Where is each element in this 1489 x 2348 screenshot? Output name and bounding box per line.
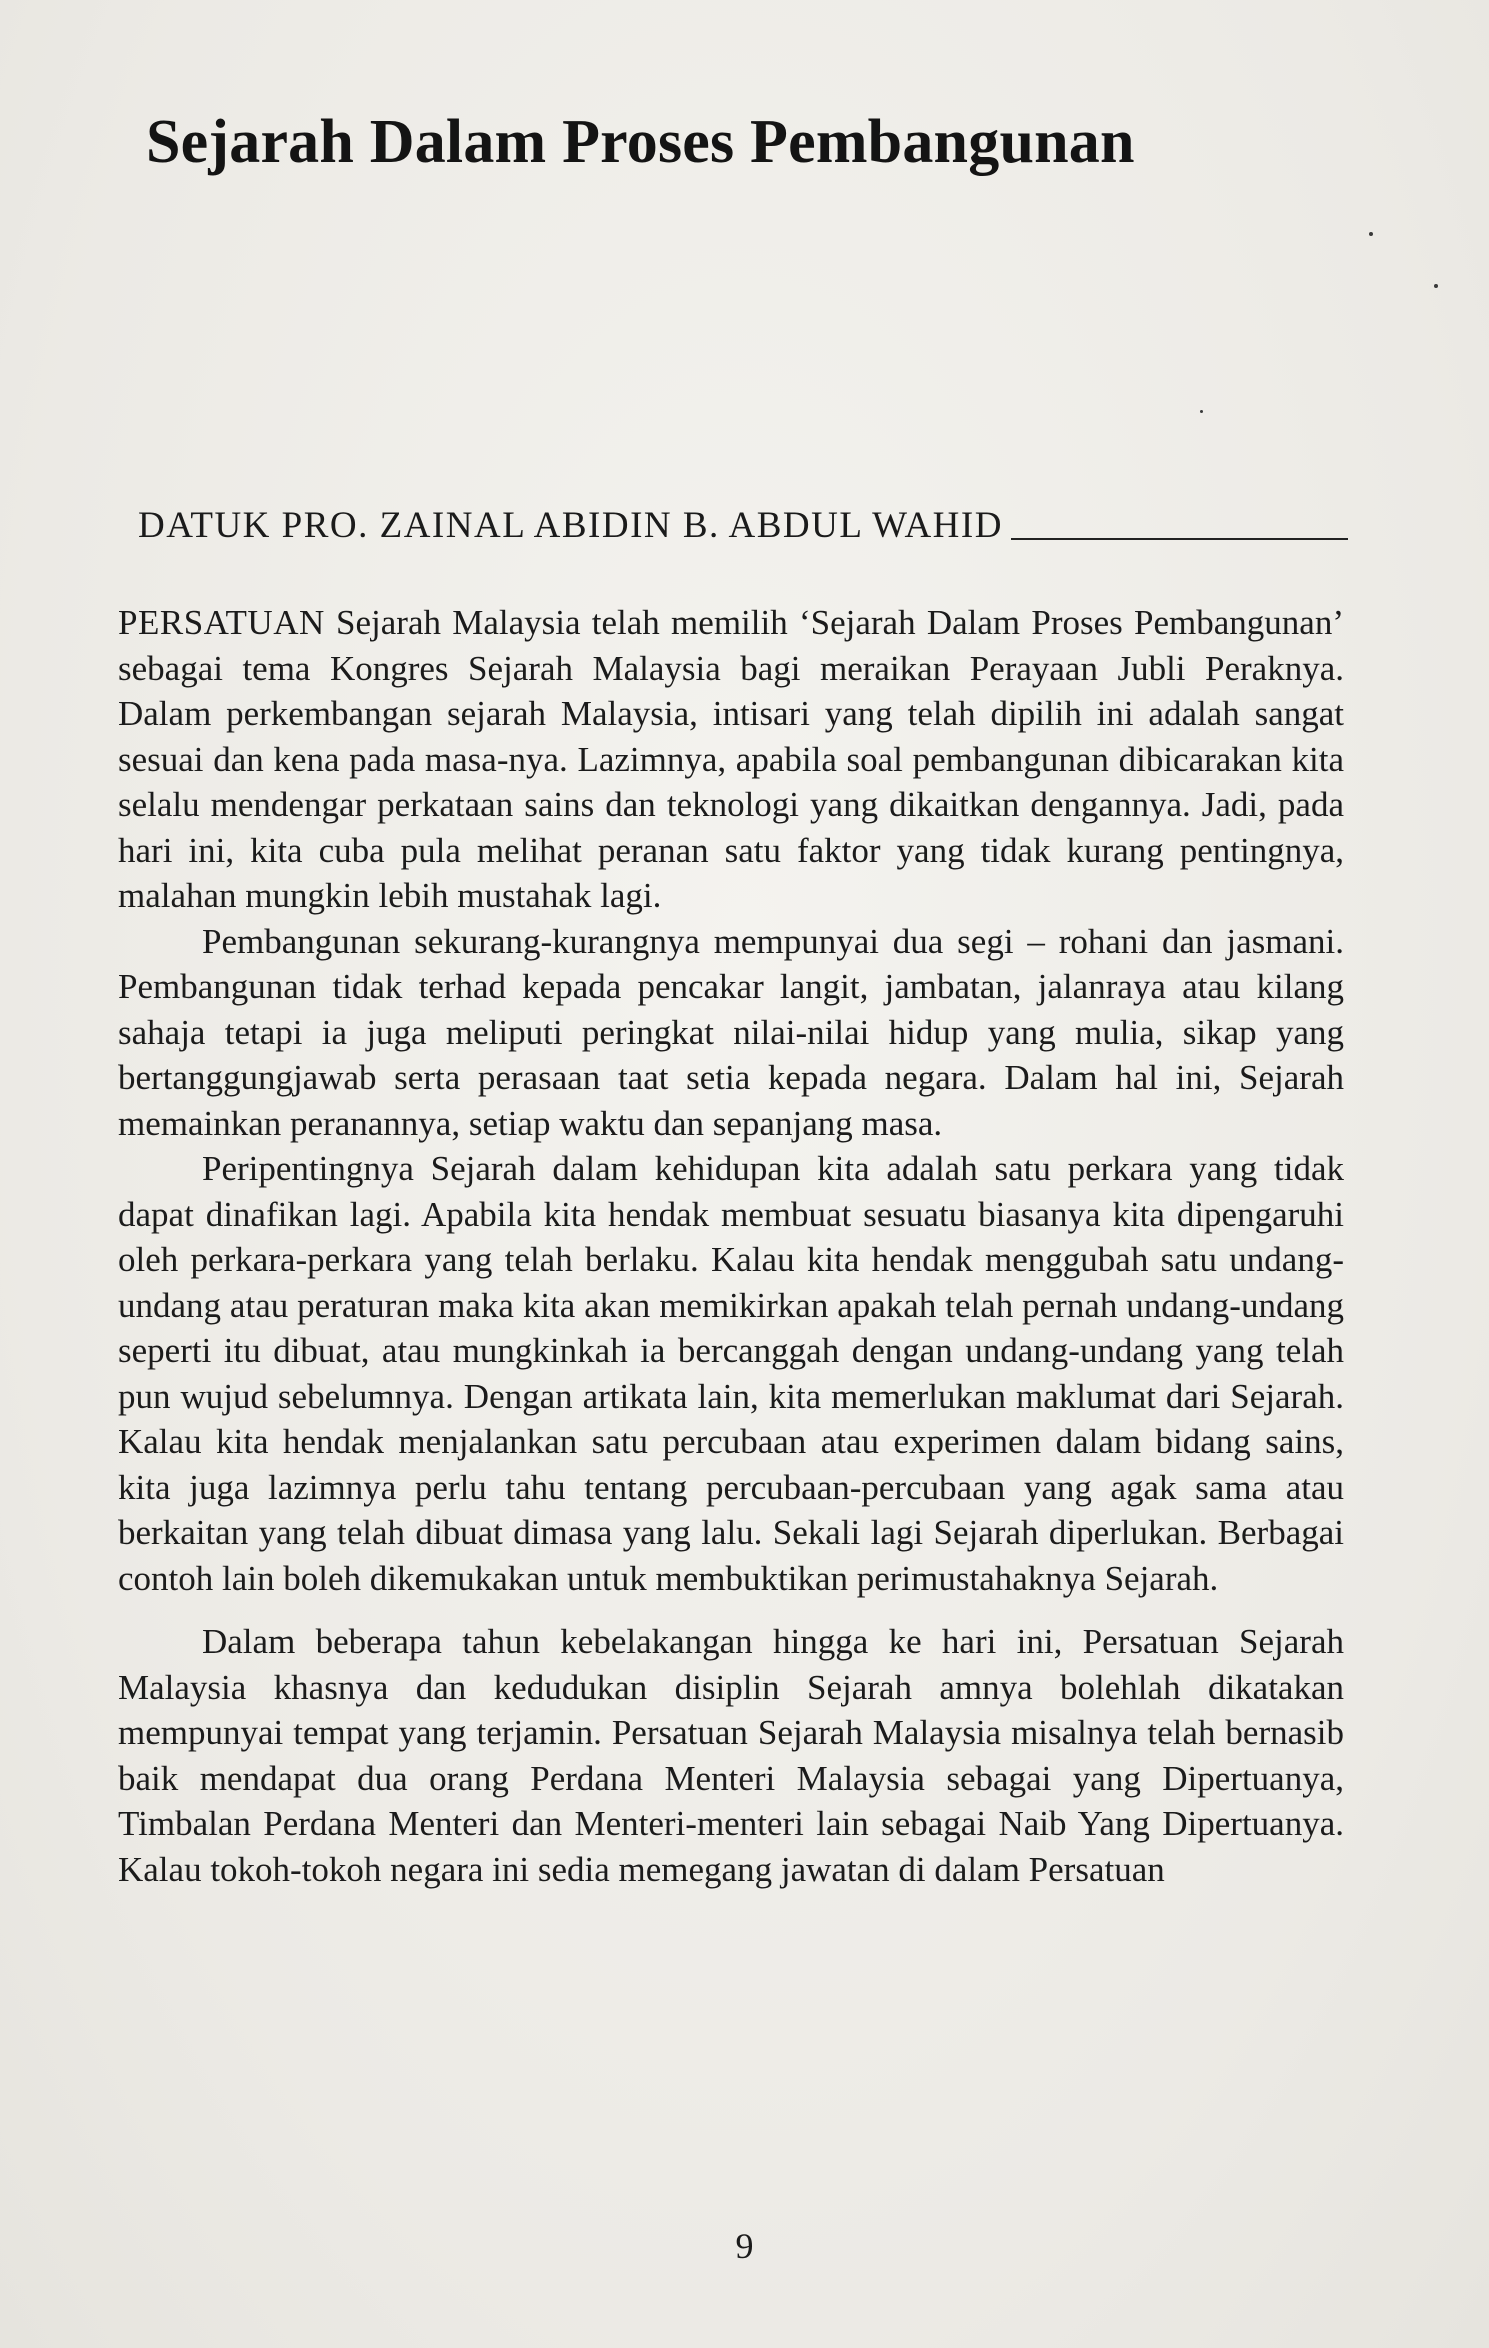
- paragraph-1-text: Sejarah Malaysia telah memilih ‘Sejarah Dalam Proses Pembangunan’ sebagai tema Kongres Sejarah Malaysia bagi meraikan Perayaan Jubli Peraknya. Dalam perkembangan sejarah Malaysia, intisari yang telah dipilih ini adalah sangat sesuai dan kena pada masa-nya. Lazimnya, apabila soal pembangunan dibicarakan kita selalu mendengar perkataan sains dan teknologi yang dikaitkan dengannya. Jadi, pada hari ini, kita cuba pula melihat peranan satu faktor yang tidak kurang pentingnya, malahan mungkin lebih mustahak lagi.: [118, 603, 1344, 915]
- paragraph-2: Pembangunan sekurang-kurangnya mempunyai dua segi – rohani dan jasmani. Pembangunan tidak terhad kepada pencakar langit, jambatan, jalanraya atau kilang sahaja tetapi ia juga meliputi peringkat nilai-nilai hidup yang mulia, sikap yang bertanggungjawab serta perasaan taat setia kepada negara. Dalam hal ini, Sejarah memainkan peranannya, setiap waktu dan sepanjang masa.: [118, 921, 1344, 1143]
- print-speck: [1200, 410, 1203, 413]
- paragraph-4: Dalam beberapa tahun kebelakangan hingga ke hari ini, Persatuan Sejarah Malaysia khasnya dan kedudukan disiplin Sejarah amnya bolehlah dikatakan mempunyai tempat yang terjamin. Persatuan Sejarah Malaysia misalnya telah bernasib baik mendapat dua orang Perdana Menteri Malaysia sebagai yang Dipertuanya, Timbalan Perdana Menteri dan Menteri-menteri lain sebagai Naib Yang Dipertuanya. Kalau tokoh-tokoh negara ini sedia memegang jawatan di dalam Persatuan: [118, 1622, 1344, 1889]
- print-speck: [1434, 284, 1438, 288]
- paragraph-lead-word: PERSATUAN: [118, 603, 325, 642]
- paragraph-3: Peripentingnya Sejarah dalam kehidupan kita adalah satu perkara yang tidak dapat dinafikan lagi. Apabila kita hendak membuat sesuatu biasanya kita dipengaruhi oleh perkara-perkara yang telah berlaku. Kalau kita hendak menggubah satu undang-undang atau peraturan maka kita akan memikirkan apakah telah pernah undang-undang seperti itu dibuat, atau mungkinkah ia bercanggah dengan undang-undang yang telah pun wujud sebelumnya. Dengan artikata lain, kita memerlukan maklumat dari Sejarah. Kalau kita hendak menjalankan satu percubaan atau experimen dalam bidang sains, kita juga lazimnya perlu tahu tentang percubaan-percubaan yang agak sama atau berkaitan yang telah dibuat dimasa yang lalu. Sekali lagi Sejarah diperlukan. Berbagai contoh lain boleh dikemukakan untuk membuktikan perimustahaknya Sejarah.: [118, 1149, 1344, 1598]
- author-line: [138, 494, 1348, 544]
- article-title: Sejarah Dalam Proses Pembangunan: [146, 108, 1135, 176]
- article-body: [118, 600, 1344, 1892]
- paragraph-1: [118, 600, 1344, 919]
- author-rule: [1011, 538, 1348, 540]
- print-speck: [1369, 232, 1373, 236]
- page-number: 9: [735, 2226, 754, 2266]
- author-name: DATUK PRO. ZAINAL ABIDIN B. ABDUL WAHID: [138, 505, 1003, 546]
